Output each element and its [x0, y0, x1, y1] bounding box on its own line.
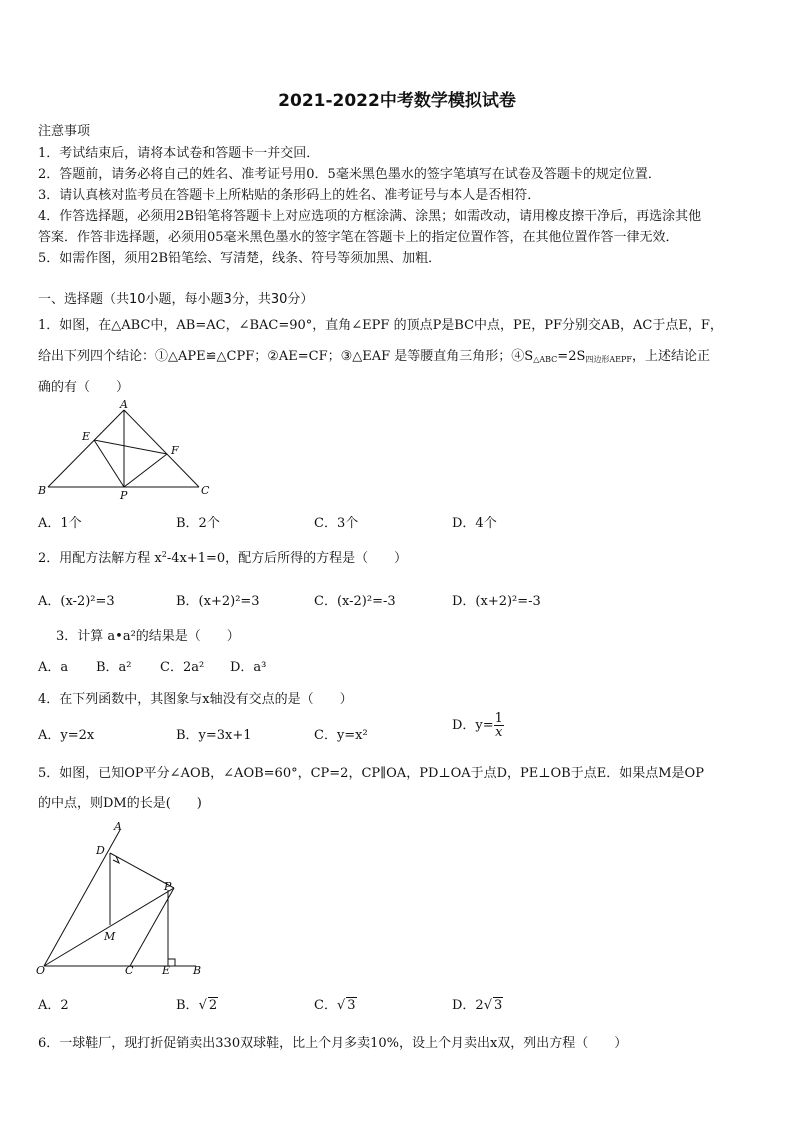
option-a: A．y=2x [38, 728, 95, 743]
q1-stem-line3: 确的有（ ） [38, 380, 130, 395]
label-e: E [82, 430, 91, 443]
label-b: B [38, 484, 47, 497]
q4-options [38, 711, 738, 750]
q2-stem: 2．用配方法解方程 $x^2-4x+1=0$，配方后所得的方程是（ ） [38, 550, 408, 566]
option-c: C．3个 [314, 516, 359, 531]
q1-stem-line2: 给出下列四个结论：①△APE≌△CPF；②AE=CF；③△EAF 是等腰直角三角形；$④S_{\triangle ABC}=2S_{四边形AEPF}$，上述结论正 [38, 349, 710, 364]
option-d: D．y= $\frac{1}{x}$ [452, 711, 503, 740]
segment-ab [48, 410, 124, 487]
section-heading: 一、选择题（共10小题，每小题3分，共30分） [38, 292, 314, 307]
option-a: A．a [38, 660, 69, 675]
radical-sign: √ [336, 998, 346, 1013]
label-o: O [36, 964, 46, 977]
label-m: M [104, 930, 116, 943]
q5-options [38, 994, 738, 1014]
notice-item: 答案．作答非选择题，必须用05毫米黑色墨水的签字笔在答题卡上的指定位置作答，在其他位置作答一律无效． [38, 230, 679, 245]
option-c: C．(x-2)²=-3 [314, 594, 396, 609]
notice-item: 5．如需作图，须用2B铅笔绘、写清楚，线条、符号等须加黑、加粗． [38, 251, 442, 266]
option-a: A．1个 [38, 516, 82, 531]
option-d: D．(x+2)²=-3 [452, 594, 541, 609]
option-b: B．a² [96, 660, 132, 675]
option-c: C．2a² [160, 660, 205, 675]
label-p: P [120, 489, 128, 502]
option-d: D．a³ [230, 660, 267, 675]
notice-item: 2．答题前，请务必将自己的姓名、准考证号用0．5毫米黑色墨水的签字笔填写在试卷及答题卡的规定位置． [38, 167, 661, 182]
q5-angle-figure [34, 818, 214, 978]
page-title: 2021-2022中考数学模拟试卷 [278, 91, 516, 111]
label-d: D [96, 844, 105, 857]
option-b: B．y=3x+1 [176, 728, 252, 743]
q6-stem: 6．一球鞋厂，现打折促销卖出330双球鞋，比上个月多卖10%，设上个月卖出x双，列出方程（ ） [38, 1036, 628, 1051]
segment-ef [94, 440, 167, 454]
label-a: A [120, 398, 128, 411]
q1-triangle-figure [34, 398, 214, 502]
q3-options [38, 656, 738, 674]
fraction-one-over-x: $\frac{1}{x}$ [494, 711, 503, 740]
option-a: A．2 [38, 998, 69, 1013]
label-b: B [193, 964, 202, 977]
option-c: C．√ 3 [314, 998, 356, 1013]
q1-options [38, 512, 738, 530]
radical-sign: √ [483, 998, 492, 1013]
option-c: C．y=x² [314, 728, 368, 743]
segment-ac [124, 410, 199, 487]
label-f: F [171, 444, 179, 457]
label-c: C [125, 964, 134, 977]
q4-stem: 4．在下列函数中，其图象与x轴没有交点的是（ ） [38, 692, 353, 707]
notice-item: 1．考试结束后，请将本试卷和答题卡一并交回． [38, 146, 320, 161]
label-e: E [162, 964, 171, 977]
segment-op [44, 888, 174, 966]
notice-item: 4．作答选择题，必须用2B铅笔将答题卡上对应选项的方框涂满、涂黑；如需改动，请用橡皮擦干净后，再选涂其他 [38, 209, 702, 224]
label-a: A [114, 820, 122, 833]
option-d: D．2√ 3 [452, 998, 503, 1013]
option-b: B．√ 2 [176, 998, 218, 1013]
segment-fp [124, 454, 167, 487]
option-d: D．4个 [452, 516, 497, 531]
q5-stem-line2: 的中点，则DM的长是( ) [38, 796, 202, 811]
q1-stem-line1: 1．如图，在△ABC中，AB=AC，∠BAC=90°，直角∠EPF 的顶点P是BC中点，PE，PF分别交AB，AC于点E，F， [38, 318, 723, 333]
radical-sign: √ [198, 998, 207, 1013]
q5-stem-line1: 5．如图，已知OP平分∠AOB，∠AOB=60°，CP=2，CP∥OA，PD⊥OA于点D，PE⊥OB于点E．如果点M是OP [38, 766, 704, 781]
label-c: C [201, 484, 210, 497]
notice-item: 3．请认真核对监考员在答题卡上所粘贴的条形码上的姓名、准考证号与本人是否相符． [38, 188, 541, 203]
q2-options [38, 590, 738, 608]
label-p: P [164, 880, 172, 893]
option-a: A．(x-2)²=3 [38, 594, 115, 609]
notice-heading: 注意事项 [38, 124, 91, 139]
ray-oa [44, 830, 120, 966]
segment-ep [94, 440, 124, 487]
q3-stem: 3．计算 a•a²的结果是（ ） [56, 629, 240, 644]
option-b: B．(x+2)²=3 [176, 594, 260, 609]
option-b: B．2个 [176, 516, 220, 531]
segment-cp [130, 888, 174, 966]
